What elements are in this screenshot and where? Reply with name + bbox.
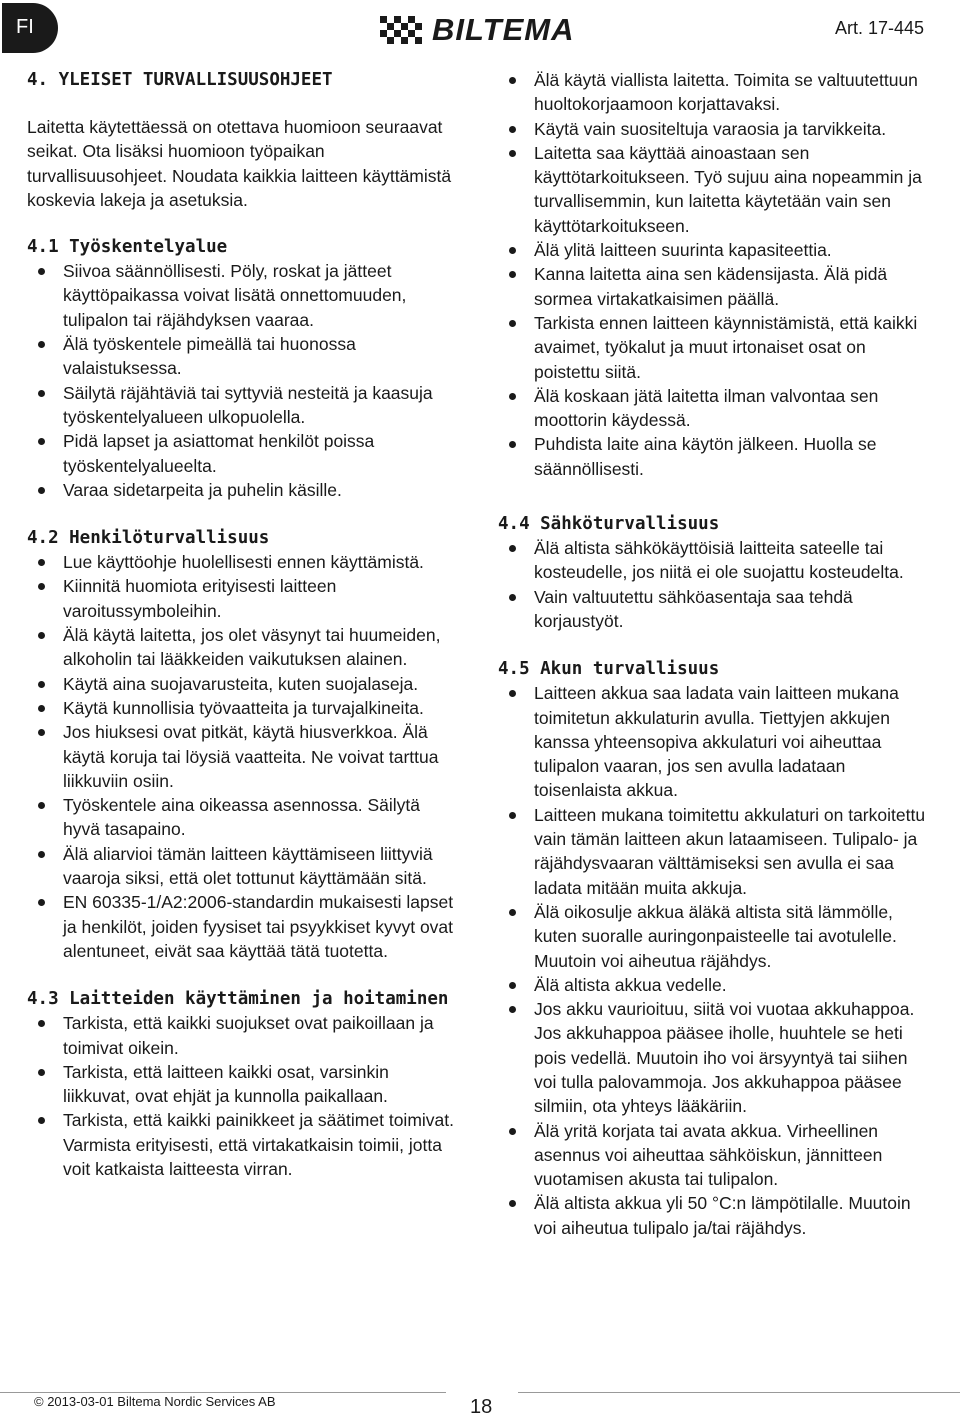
list-item: Älä altista sähkökäyttöisiä laitteita sateelle tai kosteudelle, jos niitä ei ole suojattu kosteudelta. [498,536,928,585]
list-item: Laitteen akkua saa ladata vain laitteen mukana toimitetun akkulaturin avulla. Tiettyjen akkujen kanssa yhteensopiva akkulaturi voi aiheuttaa tulipalon vaaran, jos sen avulla ladataan toisenlaista akkua. [498,681,928,802]
section-4-1-title: 4.1 Työskentelyalue [27,237,228,258]
checkered-flag-icon [380,16,426,44]
list-item: Tarkista, että kaikki suojukset ovat paikoillaan ja toimivat oikein. [27,1011,457,1060]
section-4-3-continued-list [498,68,928,481]
article-number: Art. 17-445 [834,18,924,38]
section-4-3-title: 4.3 Laitteiden käyttäminen ja hoitaminen [27,989,449,1010]
list-item: Kiinnitä huomiota erityisesti laitteen varoitussymboleihin. [27,574,457,623]
list-item: Älä aliarvioi tämän laitteen käyttämiseen liittyviä vaaroja siksi, että olet tottunut käyttämään sitä. [27,842,457,891]
list-item: Älä koskaan jätä laitetta ilman valvontaa sen moottorin käydessä. [498,384,928,433]
section-4-3-list [27,1011,457,1181]
language-code: FI [16,16,34,38]
list-item: Käytä vain suositeltuja varaosia ja tarvikkeita. [498,117,928,141]
list-item: Säilytä räjähtäviä tai syttyviä nesteitä ja kaasuja työskentelyalueen ulkopuolella. [27,381,457,430]
brand-logo [380,12,574,48]
list-item: Puhdista laite aina käytön jälkeen. Huolla se säännöllisesti. [498,432,928,481]
list-item: Tarkista, että kaikki painikkeet ja säätimet toimivat. Varmista erityisesti, että virtakatkaisin toimii, jotta voit katkaista laitteesta virran. [27,1108,457,1181]
list-item: Varaa sidetarpeita ja puhelin käsille. [27,478,457,502]
list-item: Tarkista ennen laitteen käynnistämistä, että kaikki avaimet, työkalut ja muut irtonaiset osat on poistettu siitä. [498,311,928,384]
section-4-1-list [27,259,457,502]
list-item: Käytä kunnollisia työvaatteita ja turvajalkineita. [27,696,457,720]
list-item: Käytä aina suojavarusteita, kuten suojalaseja. [27,672,457,696]
list-item: Siivoa säännöllisesti. Pöly, roskat ja jätteet käyttöpaikassa voivat lisätä onnettomuuden, tulipalon tai räjähdyksen vaaraa. [27,259,457,332]
list-item: Älä altista akkua yli 50 °C:n lämpötilalle. Muutoin voi aiheutua tulipalo ja/tai räjähdys. [498,1191,928,1240]
section-4-title: 4. YLEISET TURVALLISUUSOHJEET [27,70,333,90]
list-item: Pidä lapset ja asiattomat henkilöt poissa työskentelyalueelta. [27,429,457,478]
section-4-4-title: 4.4 Sähköturvallisuus [498,514,720,535]
left-column [27,68,457,1181]
page-footer [0,1386,960,1416]
brand-wordmark: BILTEMA [432,12,575,47]
list-item: Tarkista, että laitteen kaikki osat, varsinkin liikkuvat, ovat ehjät ja kunnolla paikallaan. [27,1060,457,1109]
list-item: Laitetta saa käyttää ainoastaan sen käyttötarkoitukseen. Työ sujuu aina nopeammin ja turvallisemmin, kun laitetta käytetään vain sen käyttötarkoitukseen. [498,141,928,238]
right-column [498,68,928,1240]
list-item: Älä oikosulje akkua äläkä altista sitä lämmölle, kuten suoralle auringonpaisteelle tai avotulelle. Muutoin voi aiheutua räjähdys. [498,900,928,973]
list-item: Älä yritä korjata tai avata akkua. Virheellinen asennus voi aiheuttaa sähköiskun, jännitteen vuotamisen akusta tai tulipalon. [498,1119,928,1192]
list-item: Kanna laitetta aina sen kädensijasta. Älä pidä sormea virtakatkaisimen päällä. [498,262,928,311]
list-item: Työskentele aina oikeassa asennossa. Säilytä hyvä tasapaino. [27,793,457,842]
list-item: Älä työskentele pimeällä tai huonossa valaistuksessa. [27,332,457,381]
list-item: Laitteen mukana toimitettu akkulaturi on tarkoitettu vain tämän laitteen akun lataamiseen. Tulipalo- ja räjähdysvaaran välttämiseksi sen avulla ei saa ladata mitään muita akkuja. [498,803,928,900]
list-item: Jos akku vaurioituu, siitä voi vuotaa akkuhappoa. Jos akkuhappoa pääsee iholle, huuhtele se heti pois vedellä. Muutoin iho voi ärsyyntyä tai siihen voi tulla palovammoja. Jos akkuhappoa pääsee silmiin, ota yhteys lääkäriin. [498,997,928,1118]
list-item: EN 60335-1/A2:2006-standardin mukaisesti lapset ja henkilöt, joiden fyysiset tai psyykkiset kyvyt ovat alentuneet, eivät saa käyttää tätä tuotetta. [27,890,457,963]
section-4-2-list [27,550,457,963]
list-item: Vain valtuutettu sähköasentaja saa tehdä korjaustyöt. [498,585,928,634]
list-item: Älä altista akkua vedelle. [498,973,928,997]
section-4-5-list [498,681,928,1240]
section-4-5-title: 4.5 Akun turvallisuus [498,659,720,680]
section-4-2-title: 4.2 Henkilöturvallisuus [27,528,270,549]
list-item: Älä käytä laitetta, jos olet väsynyt tai huumeiden, alkoholin tai lääkkeiden vaikutuksen alainen. [27,623,457,672]
list-item: Älä käytä viallista laitetta. Toimita se valtuutettuun huoltokorjaamoon korjattavaksi. [498,68,928,117]
language-badge [2,3,58,53]
page-number: 18 [470,1396,493,1418]
list-item: Jos hiuksesi ovat pitkät, käytä hiusverkkoa. Älä käytä koruja tai löysiä vaatteita. Ne voivat tarttua liikkuviin osiin. [27,720,457,793]
copyright-text: © 2013-03-01 Biltema Nordic Services AB [34,1394,276,1409]
section-4-4-list [498,536,928,633]
page-header [0,0,960,58]
list-item: Älä ylitä laitteen suurinta kapasiteettia. [498,238,928,262]
list-item: Lue käyttöohje huolellisesti ennen käyttämistä. [27,550,457,574]
section-4-intro: Laitetta käytettäessä on otettava huomioon seuraavat seikat. Ota lisäksi huomioon työpaikan turvallisuusohjeet. Noudata kaikkia laitteen käyttämistä koskevia lakeja ja asetuksia. [27,117,452,210]
